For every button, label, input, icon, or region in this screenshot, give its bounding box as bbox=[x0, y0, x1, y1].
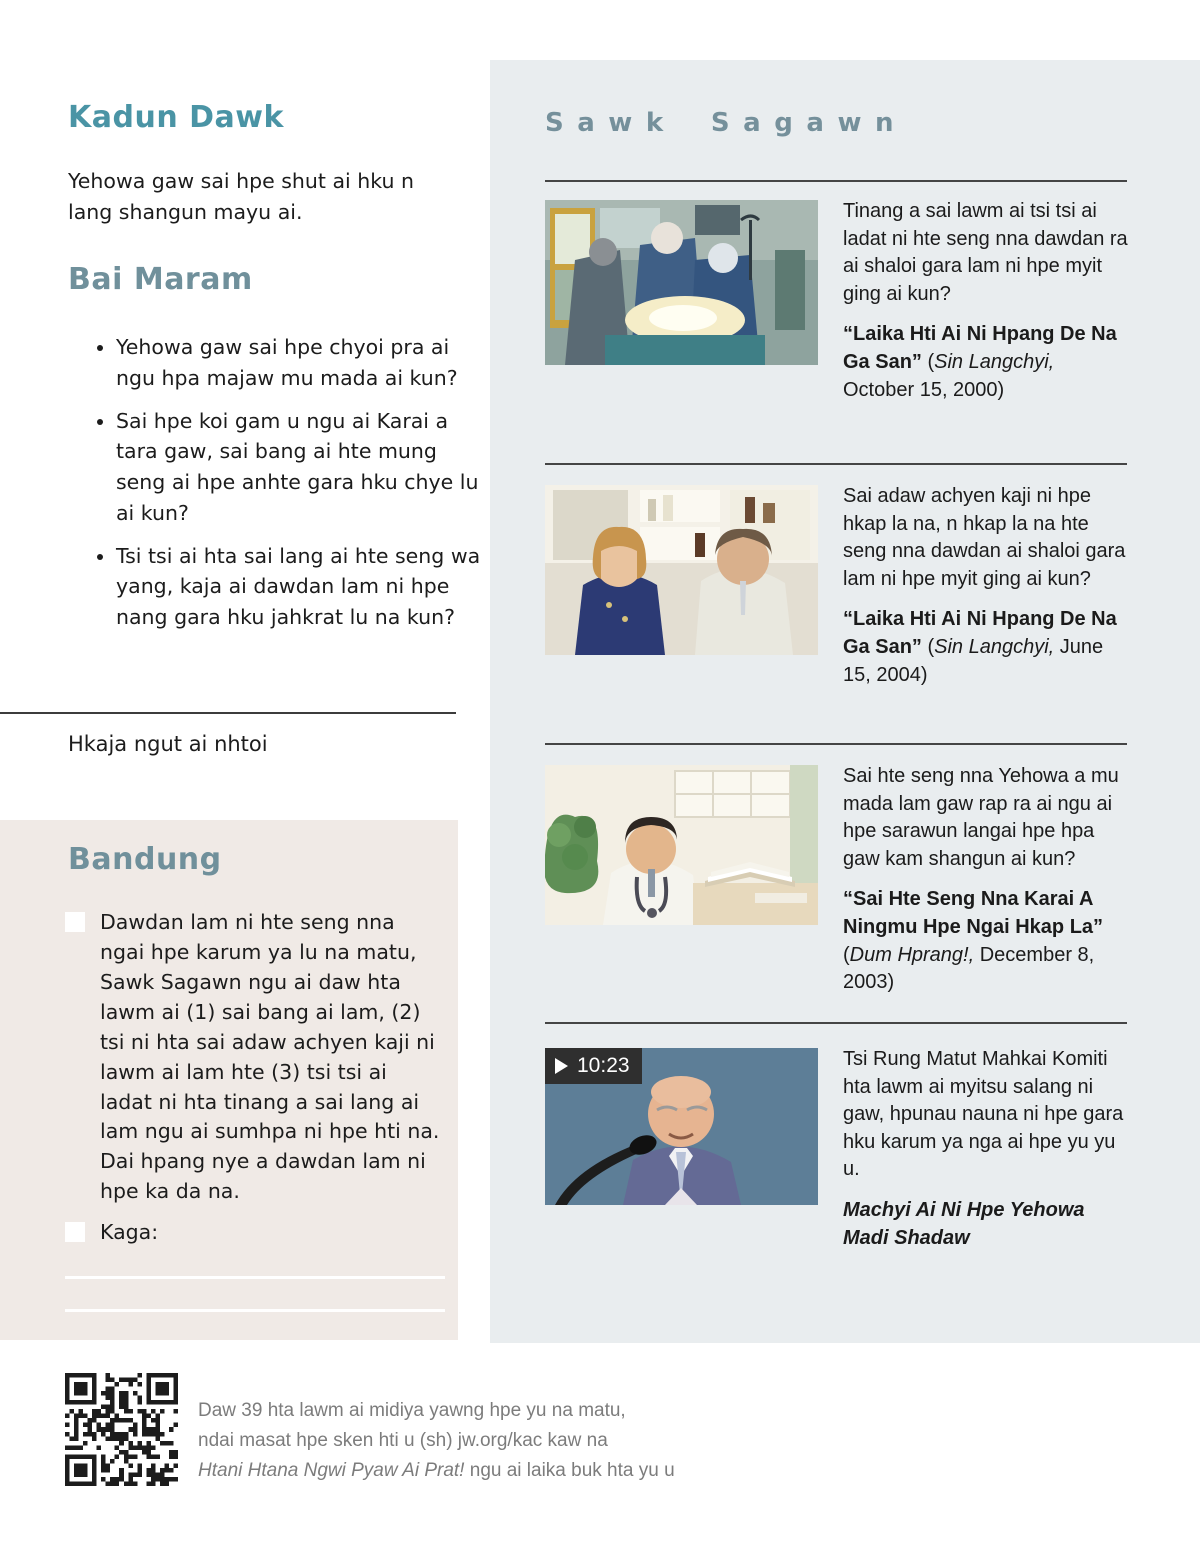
reference-text: Machyi Ai Ni Hpe Yehowa Madi Shadaw bbox=[843, 1198, 1085, 1249]
review-question: • Yehowa gaw sai hpe chyoi pra ai ngu hpa majaw mu mada ai kun? bbox=[116, 332, 484, 394]
reference-text: “Laika Hti Ai Ni Hpang De Na Ga San” (Sin Langchyi, June 15, 2004) bbox=[843, 608, 1117, 686]
preview-title: Kadun Dawk bbox=[68, 100, 284, 135]
section-rule bbox=[545, 1022, 1127, 1024]
doctor-desk-photo bbox=[545, 765, 818, 925]
question-text: Tsi Rung Matut Mahkai Komiti hta lawm ai myitsu salang ni gaw, hpunau nauna ni hpe gara hku karum ya nga ai hpe yu yu u. bbox=[843, 1048, 1124, 1181]
question-text: Sai hte seng nna Yehowa a mu mada lam gaw rap ra ai ngu ai hpe sarawun langai hpe hpa gaw kam shangun ai kun? bbox=[843, 765, 1119, 870]
research-title: Sawk Sagawn bbox=[545, 108, 908, 138]
assignment-box bbox=[0, 820, 458, 1340]
footer-line2: ndai masat hpe sken hti u (sh) jw.org/kac kaw na bbox=[198, 1430, 608, 1452]
section-rule bbox=[545, 463, 1127, 465]
play-icon bbox=[555, 1058, 568, 1074]
reference-text: “Laika Hti Ai Ni Hpang De Na Ga San” (Sin Langchyi, October 15, 2000) bbox=[843, 323, 1117, 401]
section-text bbox=[843, 198, 1129, 404]
review-question: • Tsi tsi ai hta sai lang ai hte seng wa yang, kaja ai dawdan lam ni hpe nang gara hku jahkrat lu na kun? bbox=[116, 541, 484, 633]
section-text bbox=[843, 763, 1129, 997]
write-in-line[interactable] bbox=[65, 1309, 445, 1312]
divider bbox=[0, 712, 456, 714]
research-column bbox=[490, 60, 1200, 1343]
video-thumbnail[interactable] bbox=[545, 1048, 818, 1205]
reference-text: “Sai Hte Seng Nna Karai A Ningmu Hpe Ngai Hkap La” (Dum Hprang!, December 8, 2003) bbox=[843, 888, 1104, 994]
qr-code-icon bbox=[65, 1373, 178, 1486]
review-title: Bai Maram bbox=[68, 262, 253, 297]
checkbox[interactable] bbox=[65, 1222, 85, 1242]
review-question-list bbox=[92, 332, 484, 645]
question-text: Sai adaw achyen kaji ni hpe hkap la na, n hkap la na hte seng nna dawdan ai shaloi gara lam ni hpe myit ging ai kun? bbox=[843, 485, 1126, 590]
checkbox[interactable] bbox=[65, 912, 85, 932]
question-text: Tinang a sai lawm ai tsi tsi ai ladat ni hte seng nna dawdan ra ai shaloi gara lam ni hpe myit ging ai kun? bbox=[843, 200, 1128, 305]
footer-note bbox=[198, 1396, 758, 1486]
consultation-photo bbox=[545, 485, 818, 655]
section-text bbox=[843, 1046, 1129, 1252]
duration-badge bbox=[545, 1048, 642, 1084]
assignment-item-text: Dawdan lam ni hte seng nna ngai hpe karum ya lu na matu, Sawk Sagawn ngu ai daw hta lawm ai (1) sai bang ai lam, (2) tsi ni hta sai adaw achyen kaji ni lawm ai lam hte (3) tsi tsi ai ladat ni hta tinang a sai lang ai lam ngu ai sumhpa ni hpe hti na. Dai hpang nye a dawdan lam ni hpe ka da na. bbox=[100, 910, 440, 1204]
study-date-label: Hkaja ngut ai nhtoi bbox=[68, 732, 268, 756]
footer-line3-rest: ngu ai laika buk hta yu u bbox=[464, 1460, 675, 1482]
review-question: • Sai hpe koi gam u ngu ai Karai a tara gaw, sai bang ai hte mung seng ai hpe anhte gara hku chye lu ai kun? bbox=[116, 406, 484, 529]
assignment-item-text: Kaga: bbox=[100, 1220, 159, 1244]
assignment-title: Bandung bbox=[68, 842, 222, 877]
operating-room-photo bbox=[545, 200, 818, 365]
footer-line3-title: Htani Htana Ngwi Pyaw Ai Prat! bbox=[198, 1460, 465, 1482]
section-rule bbox=[545, 743, 1127, 745]
section-rule bbox=[545, 180, 1127, 182]
preview-text: Yehowa gaw sai hpe shut ai hku n lang shangun mayu ai. bbox=[68, 169, 414, 224]
section-text bbox=[843, 483, 1129, 689]
write-in-line[interactable] bbox=[65, 1276, 445, 1279]
footer-line1: Daw 39 hta lawm ai midiya yawng hpe yu na matu, bbox=[198, 1400, 626, 1421]
duration-text: 10:23 bbox=[577, 1054, 630, 1077]
